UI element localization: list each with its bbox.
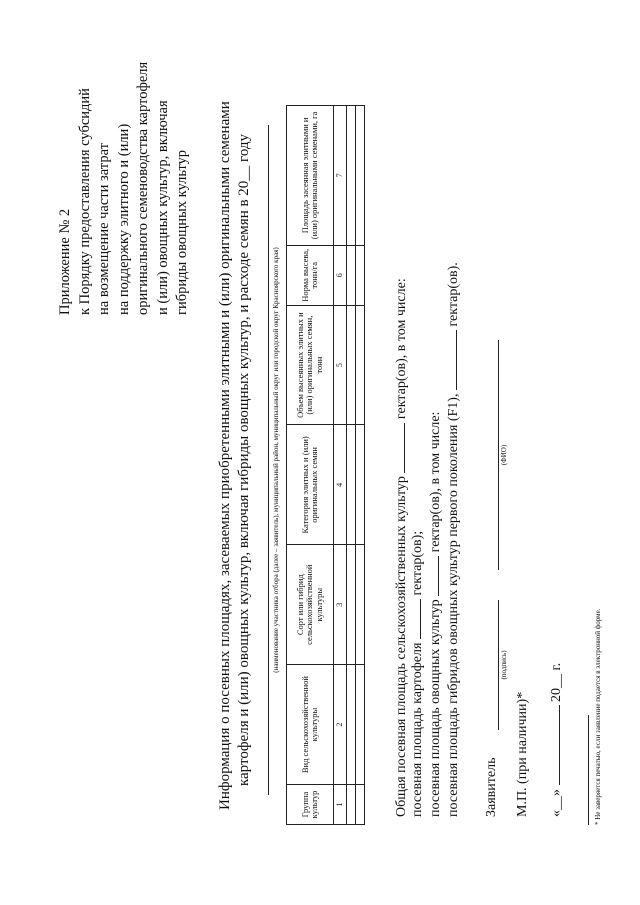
veg-area-line bbox=[426, 412, 444, 817]
date-year: 20__ г. bbox=[549, 662, 564, 702]
table-header-cell: Площадь засеянная элитными и (или) оригинальными семенами, га bbox=[287, 106, 334, 246]
fio-line bbox=[498, 340, 499, 570]
table-cell bbox=[346, 305, 355, 425]
title-line-2: картофеля и (или) овощных культур, включая гибриды овощных культур, и расходе семян в 20__ году bbox=[236, 133, 252, 787]
table-cell bbox=[346, 106, 355, 246]
table-number-cell: 5 bbox=[334, 305, 347, 425]
hybrid-area-unit: гектар(ов). bbox=[446, 262, 461, 327]
table-number-cell: 2 bbox=[334, 665, 347, 785]
footnote: * Не заверяется печатью, если заявление подается в электронной форме. bbox=[594, 608, 602, 825]
appendix-header bbox=[56, 62, 193, 315]
table-number-cell: 6 bbox=[334, 245, 347, 305]
seed-table bbox=[286, 105, 365, 825]
table-row bbox=[355, 106, 364, 825]
table-row bbox=[346, 106, 355, 825]
veg-area-label: посевная площадь овощных культур bbox=[428, 599, 443, 817]
veg-area-blank bbox=[426, 556, 439, 596]
table-header-cell: Группа культур bbox=[287, 785, 334, 825]
title-line-1: Информация о посевных площадях, засеваемых приобретенными элитными и (или) оригинальными семенами bbox=[217, 101, 233, 810]
appendix-line: к Порядку предоставления субсидий bbox=[76, 88, 93, 315]
appendix-line: гибриды овощных культур bbox=[174, 149, 190, 315]
fio-caption: (ФИО) bbox=[500, 444, 508, 466]
date-day: «__» bbox=[549, 789, 564, 817]
potato-area-line bbox=[408, 531, 426, 817]
table-cell bbox=[355, 425, 364, 545]
appendix-line: на поддержку элитного и (или) bbox=[115, 123, 132, 315]
appendix-line: Приложение № 2 bbox=[57, 208, 73, 315]
table-cell bbox=[355, 106, 364, 246]
table-number-cell: 3 bbox=[334, 545, 347, 665]
applicant-label: Заявитель bbox=[484, 757, 499, 817]
date-month-blank bbox=[547, 706, 560, 786]
potato-area-blank bbox=[408, 599, 421, 639]
table-cell bbox=[355, 665, 364, 785]
table-cell bbox=[346, 785, 355, 825]
table-cell bbox=[355, 245, 364, 305]
footnote-rule bbox=[588, 715, 589, 825]
table-cell bbox=[346, 425, 355, 545]
table-header-row bbox=[287, 106, 334, 825]
total-area-blank bbox=[392, 423, 405, 473]
potato-area-label: посевная площадь картофеля bbox=[410, 642, 425, 817]
hybrid-area-line bbox=[444, 262, 462, 817]
table-number-cell: 7 bbox=[334, 106, 347, 246]
table-number-cell: 1 bbox=[334, 785, 347, 825]
appendix-line: оригинального семеноводства картофеля bbox=[135, 61, 151, 315]
total-area-label: Общая посевная площадь сельскохозяйственных культур bbox=[394, 476, 409, 817]
hybrid-area-label: посевная площадь гибридов овощных культур первого поколения (F1), bbox=[446, 393, 461, 817]
signature-line bbox=[498, 600, 499, 730]
table-cell bbox=[346, 545, 355, 665]
veg-area-unit: гектар(ов), в том числе: bbox=[428, 411, 443, 553]
table-header-cell: Вид сельскохозяйственной культуры bbox=[287, 665, 334, 785]
table-header-cell: Норма высева, тонн/га bbox=[287, 245, 334, 305]
potato-area-unit: гектар(ов); bbox=[410, 530, 425, 596]
table-cell bbox=[355, 545, 364, 665]
org-name-caption: (наименование участника отбора (далее – заявитель), муниципальный район, муниципальный округ или городской округ Красноярского края) bbox=[272, 247, 280, 673]
signature-caption: (подпись) bbox=[500, 650, 508, 680]
org-name-line bbox=[268, 125, 269, 795]
date-line bbox=[547, 663, 565, 817]
table-cell bbox=[346, 665, 355, 785]
hybrid-area-blank bbox=[444, 330, 457, 390]
table-header-cell: Сорт или гибрид сельскохозяйственной культуры bbox=[287, 545, 334, 665]
table-cell bbox=[355, 785, 364, 825]
table-header-cell: Объем высеянных элитных и (или) оригинальных семян, тонн bbox=[287, 305, 334, 425]
stamp-label: М.П. (при наличии)* bbox=[515, 691, 530, 817]
table-cell bbox=[346, 245, 355, 305]
appendix-line: и (или) овощных культур, включая bbox=[154, 100, 171, 315]
table-number-cell: 4 bbox=[334, 425, 347, 545]
total-area-unit: гектар(ов), в том числе: bbox=[394, 278, 409, 420]
table-number-row bbox=[334, 106, 347, 825]
document-title bbox=[216, 101, 254, 810]
table-header-cell: Категория элитных и (или) оригинальных семян bbox=[287, 425, 334, 545]
table-cell bbox=[355, 305, 364, 425]
appendix-line: на возмещение части затрат bbox=[96, 143, 112, 315]
